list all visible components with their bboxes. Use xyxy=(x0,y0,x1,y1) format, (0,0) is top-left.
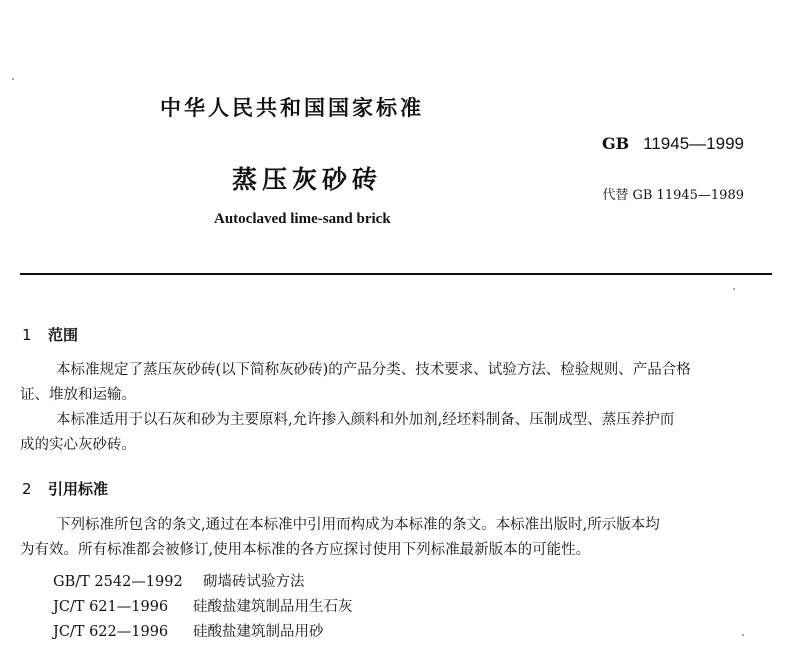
header-divider xyxy=(20,273,772,275)
reference-title: 硅酸盐建筑制品用砂 xyxy=(193,624,324,640)
document-title-cn: 蒸压灰砂砖 xyxy=(232,165,383,194)
standard-code: 11945—1999 xyxy=(643,134,744,153)
section-1-heading xyxy=(22,324,78,345)
document-title-en: Autoclaved lime-sand brick xyxy=(214,211,391,227)
paragraph-line: 为有效。所有标准都会被修订,使用本标准的各方应探讨使用下列标准最新版本的可能性。 xyxy=(20,542,591,558)
paragraph-line: 本标准规定了蒸压灰砂砖(以下简称灰砂砖)的产品分类、技术要求、试验方法、检验规则、产品合格 xyxy=(56,362,691,378)
standard-number xyxy=(602,134,744,154)
scan-speck xyxy=(742,634,744,636)
paragraph-line: 证、堆放和运输。 xyxy=(20,387,136,403)
section-title: 引用标准 xyxy=(48,480,109,498)
reference-code: JC/T 621—1996 xyxy=(53,599,169,615)
reference-item xyxy=(53,620,324,641)
reference-item xyxy=(53,595,353,616)
reference-code: GB/T 2542—1992 xyxy=(53,574,183,590)
reference-code: JC/T 622—1996 xyxy=(53,624,169,640)
paragraph-line: 成的实心灰砂砖。 xyxy=(20,437,136,453)
paragraph-line: 本标准适用于以石灰和砂为主要原料,允许掺入颜料和外加剂,经坯料制备、压制成型、蒸压养护而 xyxy=(56,412,675,428)
section-number: 1 xyxy=(22,326,32,344)
reference-title: 硅酸盐建筑制品用生石灰 xyxy=(193,599,353,615)
standard-prefix: GB xyxy=(601,134,630,153)
section-2-heading xyxy=(22,478,108,499)
scan-speck xyxy=(12,78,14,80)
reference-item xyxy=(53,570,305,591)
national-standard-authority: 中华人民共和国国家标准 xyxy=(160,96,424,120)
replaces-standard: 代替 GB 11945—1989 xyxy=(602,188,744,203)
reference-title: 砌墙砖试验方法 xyxy=(203,574,305,590)
section-number: 2 xyxy=(22,480,32,498)
paragraph-line: 下列标准所包含的条文,通过在本标准中引用而构成为本标准的条文。本标准出版时,所示版本均 xyxy=(56,517,660,533)
scan-speck xyxy=(733,288,735,290)
section-title: 范围 xyxy=(48,326,79,344)
